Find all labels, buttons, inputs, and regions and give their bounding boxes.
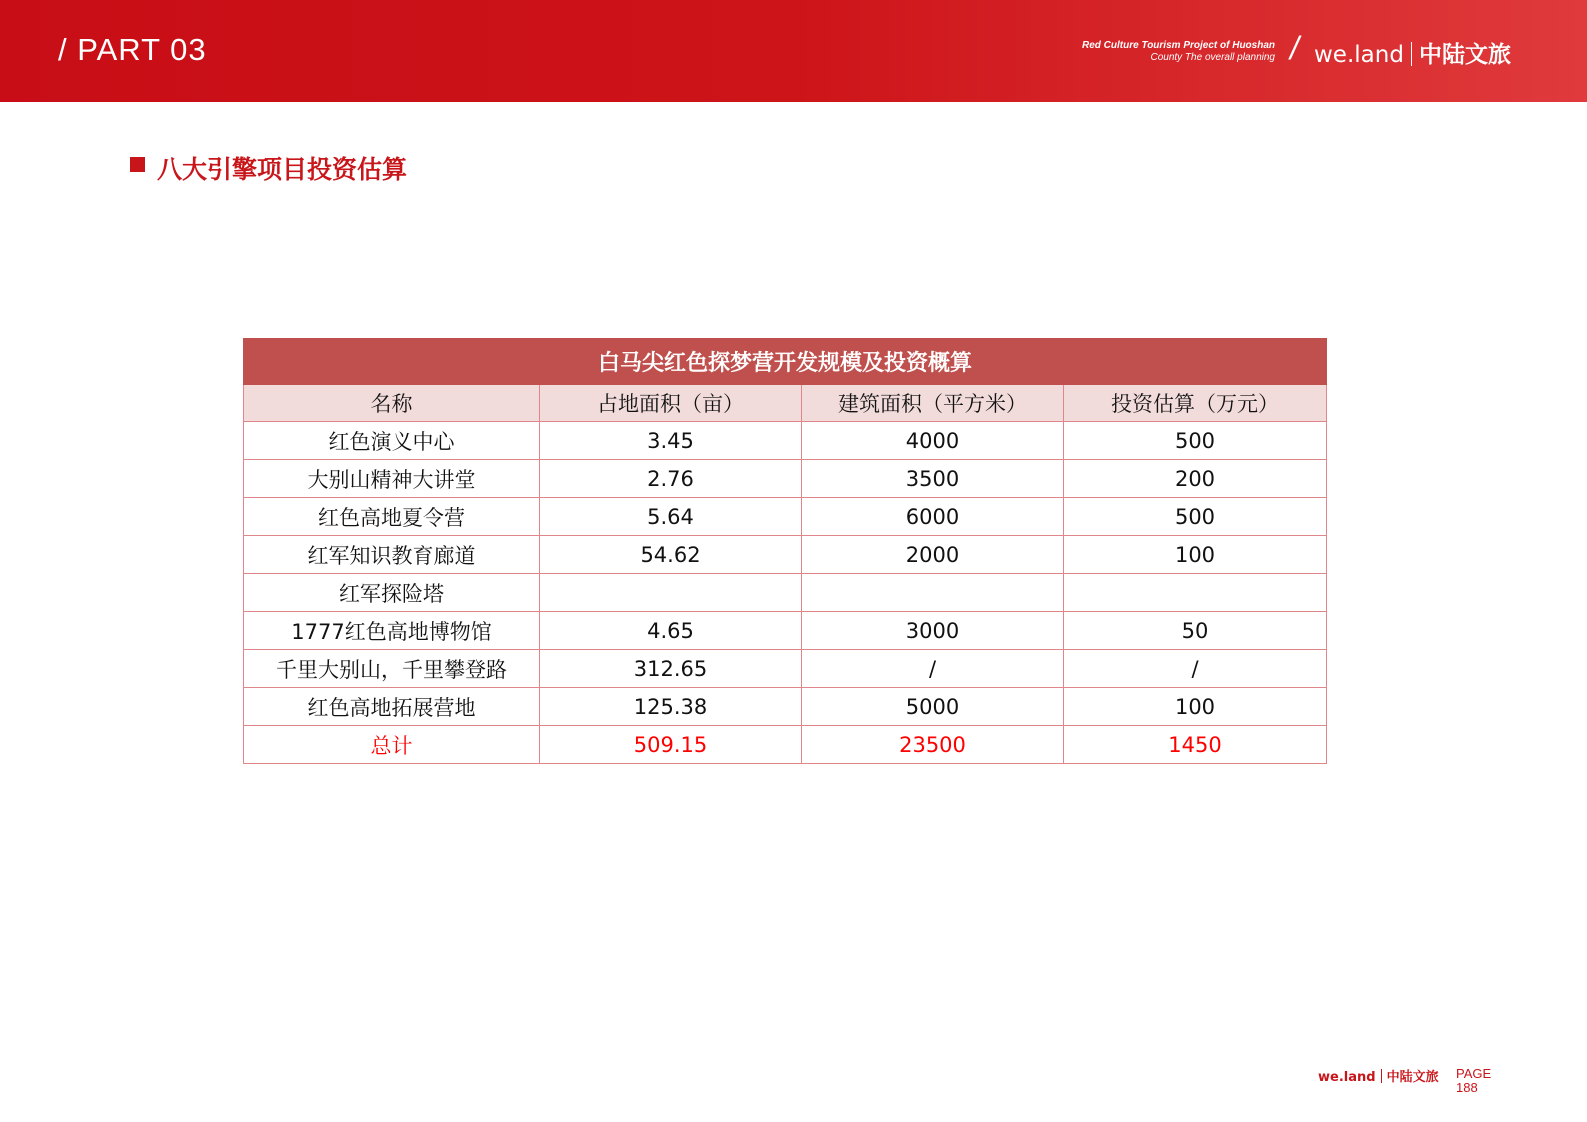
table-row (244, 574, 1327, 612)
brand-logo (1314, 36, 1511, 69)
header-slash: / (1290, 30, 1299, 66)
total-label: 总计 (244, 726, 540, 764)
table-cell: 312.65 (540, 650, 802, 688)
table-cell (540, 574, 802, 612)
table-cell: 4.65 (540, 612, 802, 650)
table-cell: 3000 (802, 612, 1064, 650)
table-cell: 红色高地拓展营地 (244, 688, 540, 726)
table-cell: 500 (1064, 498, 1327, 536)
table-cell: 红军知识教育廊道 (244, 536, 540, 574)
column-header: 投资估算（万元） (1064, 385, 1327, 422)
table-cell: 200 (1064, 460, 1327, 498)
footer-brand-cn: 中陆文旅 (1386, 1070, 1439, 1085)
table-cell: 5000 (802, 688, 1064, 726)
table-cell: 红色高地夏令营 (244, 498, 540, 536)
column-header: 占地面积（亩） (540, 385, 802, 422)
table-cell: / (1064, 650, 1327, 688)
column-header-row (244, 385, 1327, 422)
table-row (244, 498, 1327, 536)
footer-brand-en: we.land (1318, 1070, 1376, 1085)
table-cell: 6000 (802, 498, 1064, 536)
table-row (244, 422, 1327, 460)
page-indicator (1456, 1067, 1491, 1095)
total-cell: 509.15 (540, 726, 802, 764)
project-tagline (1082, 40, 1275, 64)
table-cell: 2.76 (540, 460, 802, 498)
table-cell: 54.62 (540, 536, 802, 574)
table-cell: 1777红色高地博物馆 (244, 612, 540, 650)
total-cell: 1450 (1064, 726, 1327, 764)
tagline-line2: County The overall planning (1150, 52, 1275, 63)
table-row (244, 612, 1327, 650)
table-cell: 红军探险塔 (244, 574, 540, 612)
table-row (244, 536, 1327, 574)
brand-divider (1411, 42, 1412, 66)
table-cell: 500 (1064, 422, 1327, 460)
table-cell: 100 (1064, 688, 1327, 726)
total-cell: 23500 (802, 726, 1064, 764)
table-cell: / (802, 650, 1064, 688)
page-label: PAGE (1456, 1066, 1492, 1081)
table-cell: 125.38 (540, 688, 802, 726)
section-title: 八大引擎项目投资估算 (157, 155, 408, 184)
table-cell: 3.45 (540, 422, 802, 460)
footer-brand-logo (1318, 1066, 1439, 1085)
column-header: 建筑面积（平方米） (802, 385, 1064, 422)
header-bar (0, 0, 1587, 102)
footer-brand-divider (1381, 1069, 1382, 1083)
table-row (244, 688, 1327, 726)
table-cell: 千里大别山，千里攀登路 (244, 650, 540, 688)
table-cell: 2000 (802, 536, 1064, 574)
table-cell: 50 (1064, 612, 1327, 650)
part-label: / PART 03 (58, 32, 207, 67)
table-cell: 红色演义中心 (244, 422, 540, 460)
table-title: 白马尖红色探梦营开发规模及投资概算 (244, 339, 1327, 385)
table-cell (802, 574, 1064, 612)
brand-cn: 中陆文旅 (1418, 42, 1511, 68)
table-row (244, 460, 1327, 498)
tagline-line1: Red Culture Tourism Project of Huoshan (1082, 40, 1275, 51)
investment-table (243, 338, 1327, 764)
table-cell: 5.64 (540, 498, 802, 536)
brand-en: we.land (1314, 42, 1404, 68)
column-header: 名称 (244, 385, 540, 422)
square-bullet-icon (130, 157, 145, 172)
table-cell: 大别山精神大讲堂 (244, 460, 540, 498)
total-row (244, 726, 1327, 764)
table-row (244, 650, 1327, 688)
table-cell: 3500 (802, 460, 1064, 498)
table-cell: 4000 (802, 422, 1064, 460)
page-number: 188 (1456, 1080, 1478, 1095)
table-cell (1064, 574, 1327, 612)
table-cell: 100 (1064, 536, 1327, 574)
